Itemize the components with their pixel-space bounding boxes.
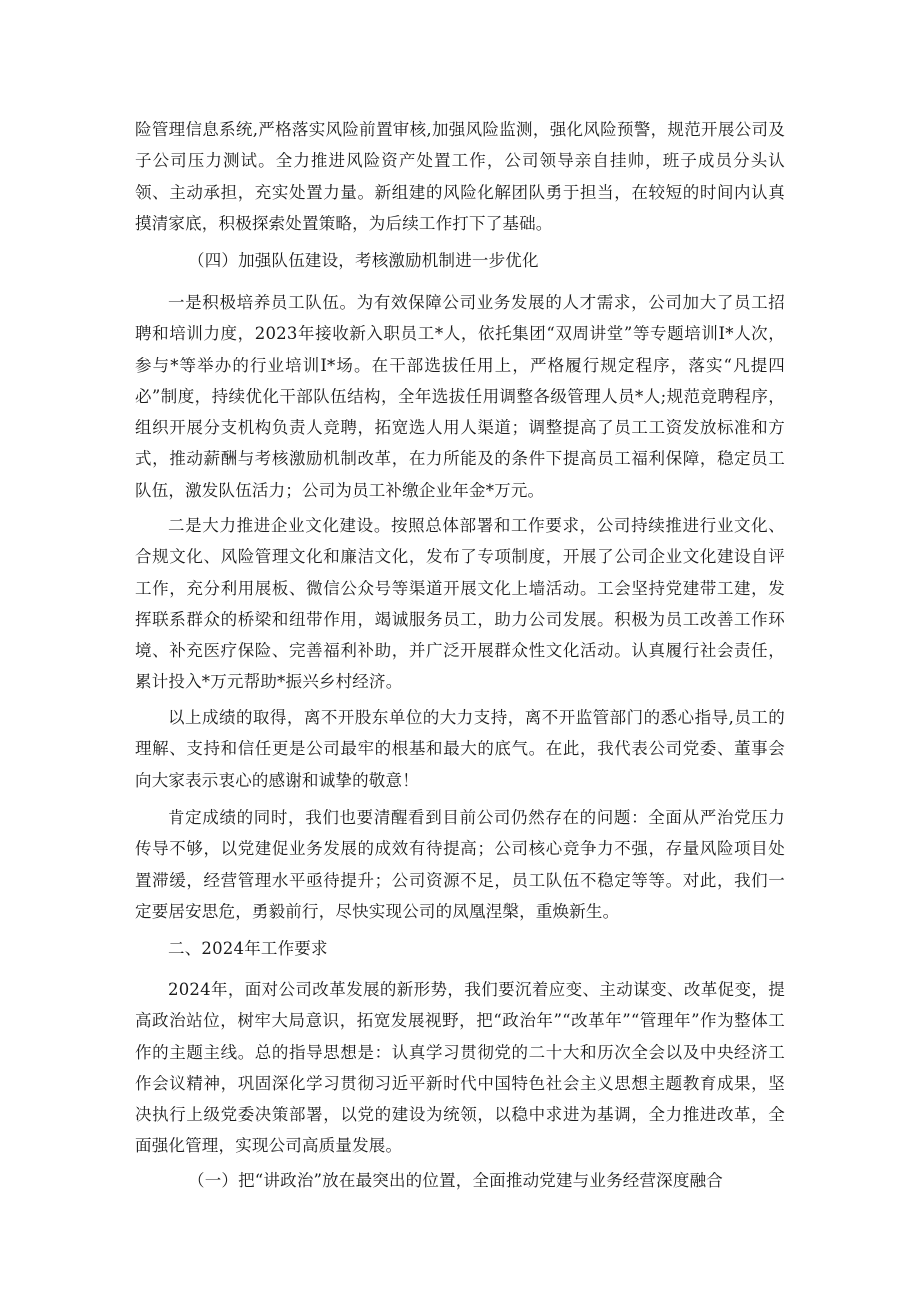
paragraph-risk-management bbox=[135, 114, 785, 239]
paragraph-acknowledgements bbox=[135, 702, 785, 796]
paragraph-text: 肯定成绩的同时，我们也要清醒看到目前公司仍然存在的问题：全面从严治党压力传导不够，以党建促业务发展的成效有待提高；公司核心竞争力不强，存量风险项目处置滞缓，经营管理水平亟待提升；公司资源不足，员工队伍不稳定等等。对此，我们一定要居安思危，勇毅前行，尽快实现公司的凤凰涅槃，重焕新生。 bbox=[135, 808, 785, 921]
section-title-2024 bbox=[135, 933, 785, 964]
paragraph-existing-problems bbox=[135, 802, 785, 927]
paragraph-text: 险管理信息系统,严格落实风险前置审核,加强风险监测，强化风险预警，规范开展公司及子公司压力测试。全力推进风险资产处置工作，公司领导亲自挂帅，班子成员分头认领、主动承担，充实处置力量。新组建的风险化解团队勇于担当，在较短的时间内认真摸清家底，积极探索处置策略，为后续工作打下了基础。 bbox=[135, 120, 785, 233]
paragraph-text: 二是大力推进企业文化建设。按照总体部署和工作要求，公司持续推进行业文化、合规文化、风险管理文化和廉洁文化，发布了专项制度，开展了公司企业文化建设自评工作，充分利用展板、微信公众号等渠道开展文化上墙活动。工会坚持党建带工建，发挥联系群众的桥梁和纽带作用，竭诚服务员工，助力公司发展。积极为员工改善工作环境、补充医疗保险、完善福利补助，并广泛开展群众性文化活动。认真履行社会责任，累计投入*万元帮助*振兴乡村经济。 bbox=[135, 516, 785, 692]
subheading-text: （四）加强队伍建设，考核激励机制进一步优化 bbox=[188, 251, 539, 270]
subheading-politics-first bbox=[135, 1165, 785, 1196]
paragraph-text: 以上成绩的取得，离不开股东单位的大力支持，离不开监管部门的悉心指导,员工的理解、支持和信任更是公司最牢的根基和最大的底气。在此，我代表公司党委、董事会向大家表示衷心的感谢和诚挚的敬意！ bbox=[135, 708, 785, 790]
paragraph-corporate-culture bbox=[135, 510, 785, 698]
section-title-text: 二、2024年工作要求 bbox=[168, 939, 328, 958]
subheading-team-building bbox=[135, 245, 785, 276]
paragraph-staff-training bbox=[135, 287, 785, 506]
paragraph-2024-guidance bbox=[135, 974, 785, 1162]
paragraph-text: 2024年，面对公司改革发展的新形势，我们要沉着应变、主动谋变、改革促变，提高政治站位，树牢大局意识，拓宽发展视野，把“政治年”“改革年”“管理年”作为整体工作的主题主线。总的指导思想是：认真学习贯彻党的二十大和历次全会以及中央经济工作会议精神，巩固深化学习贯彻习近平新时代中国特色社会主义思想主题教育成果，坚决执行上级党委决策部署，以党的建设为统领，以稳中求进为基调，全力推进改革，全面强化管理，实现公司高质量发展。 bbox=[135, 980, 785, 1156]
paragraph-text: 一是积极培养员工队伍。为有效保障公司业务发展的人才需求，公司加大了员工招聘和培训力度，2023年接收新入职员工*人，依托集团“双周讲堂”等专题培训I*人次，参与*等举办的行业培训I*场。在干部选拔任用上，严格履行规定程序，落实“凡提四必”制度，持续优化干部队伍结构，全年选拔任用调整各级管理人员*人;规范竞聘程序，组织开展分支机构负责人竞聘，拓宽选人用人渠道；调整提高了员工工资发放标准和方式，推动薪酬与考核激励机制改革，在力所能及的条件下提高员工福利保障，稳定员工队伍，激发队伍活力；公司为员工补缴企业年金*万元。 bbox=[135, 293, 785, 500]
subheading-text: （一）把“讲政治”放在最突出的位置，全面推动党建与业务经营深度融合 bbox=[188, 1171, 723, 1190]
